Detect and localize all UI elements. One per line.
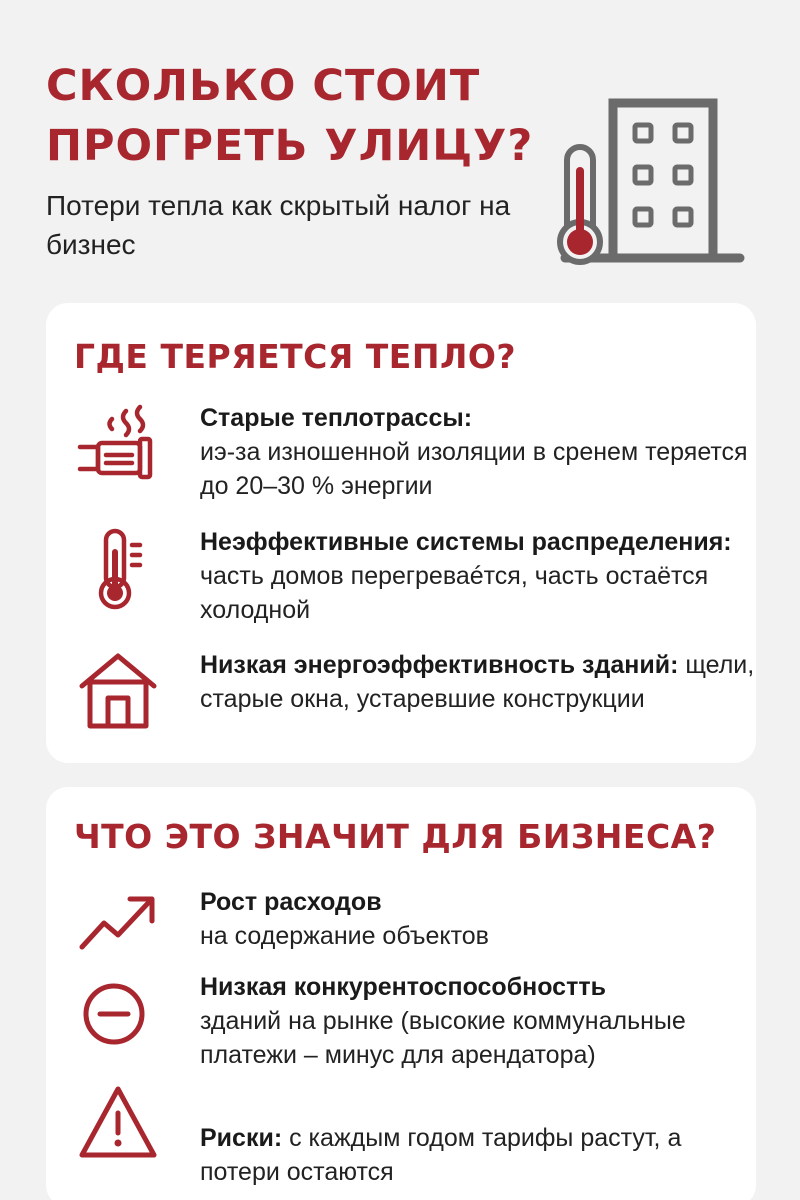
list-item-body: иэ-за изношенной изоляции в сренем теряется до 20–30 % энергии (200, 438, 748, 500)
trend-up-icon (76, 885, 160, 969)
minus-circle-icon (76, 972, 160, 1056)
list-item-bold: Неэффективные системы распределения: (200, 528, 732, 556)
list-item-text (200, 648, 756, 716)
thermometer-icon (76, 527, 160, 611)
business-impact-card (46, 787, 756, 1200)
business-impact-title: ЧТО ЭТО ЗНАЧИТ ДЛЯ БИЗНЕСА? (74, 817, 717, 856)
list-item-body: часть домов перегреваéтся, часть остаётся холодной (200, 562, 709, 624)
list-item-bold: Низкая энергоэффективность зданий: (200, 651, 686, 679)
title-line-1: СКОЛЬКО СТОИТ (46, 61, 481, 111)
page-subtitle: Потери тепла как скрытый налог на бизнес (46, 190, 511, 260)
page-title (46, 56, 533, 176)
list-item-text (200, 885, 756, 953)
list-item-text (200, 401, 756, 503)
list-item-body: зданий на рынке (высокие коммунальные платежи – минус для арендатора) (200, 1007, 686, 1069)
list-item-body: с каждым годом тарифы растут, а потери остаются (200, 1124, 682, 1186)
list-item-body: на содержание объектов (200, 922, 489, 950)
list-item-bold: Низкая конкурентоспособностть (200, 973, 606, 1001)
steaming-pipe-icon (76, 403, 160, 487)
list-item-text (200, 970, 756, 1072)
list-item-bold: Риски: (200, 1124, 290, 1152)
warning-triangle-icon (76, 1081, 160, 1165)
house-icon (76, 648, 160, 732)
list-item-text (200, 1121, 756, 1189)
list-item-bold: Старые теплотрассы: (200, 404, 473, 432)
heat-loss-title: ГДЕ ТЕРЯЕТСЯ ТЕПЛО? (74, 337, 517, 376)
thermometer-building-icon (555, 95, 745, 270)
list-item-body: щели, старые окна, устаревшие конструкции (200, 651, 755, 713)
heat-loss-card (46, 303, 756, 763)
list-item-bold: Рост расходов (200, 888, 382, 916)
list-item-text (200, 525, 756, 627)
title-line-2: ПРОГРЕТЬ УЛИЦУ? (46, 121, 534, 171)
header (0, 0, 800, 300)
